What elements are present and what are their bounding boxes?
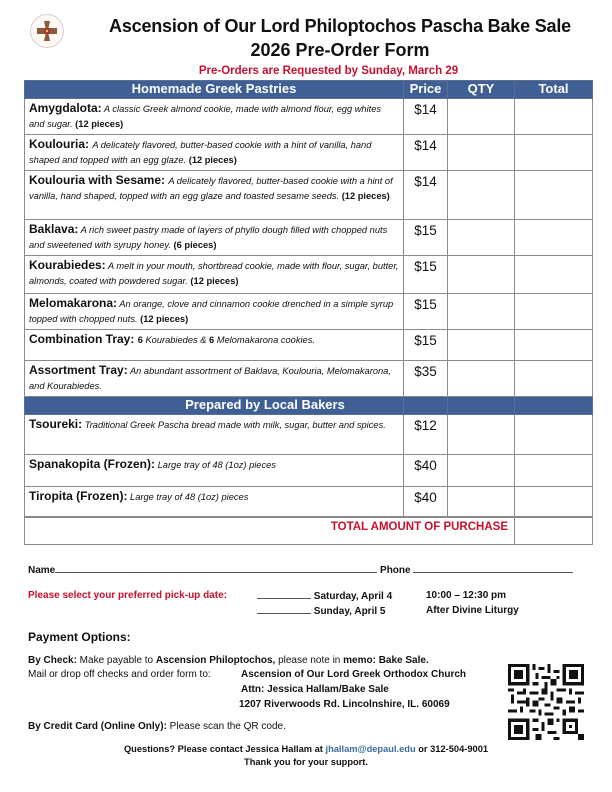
pickup-time-saturday: 10:00 – 12:30 pm xyxy=(426,590,507,601)
contact-line: Questions? Please contact Jessica Hallam at jhallam@depaul.edu or 312-504-9001 xyxy=(123,744,489,754)
page-subtitle: 2026 Pre-Order Form xyxy=(250,40,430,60)
column-header-total: Total xyxy=(515,81,593,99)
qr-code-icon[interactable] xyxy=(508,664,584,740)
qty-cell[interactable] xyxy=(448,294,515,330)
qty-cell[interactable] xyxy=(448,330,515,361)
item-name: Kourabiedes: xyxy=(29,258,106,272)
total-cell[interactable] xyxy=(515,135,593,171)
qty-cell[interactable] xyxy=(448,455,515,487)
item-description: Combination Tray: 6 Kourabiedes & 6 Melomakarona cookies. xyxy=(25,330,404,361)
table-row xyxy=(25,256,593,294)
payment-options-heading: Payment Options: xyxy=(28,630,131,644)
pickup-time-sunday: After Divine Liturgy xyxy=(426,605,519,616)
section-header-local-bakers: Prepared by Local Bakers xyxy=(25,397,404,415)
column-header-price: Price xyxy=(404,81,448,99)
qty-cell[interactable] xyxy=(448,361,515,397)
item-name: Spanakopita (Frozen): xyxy=(29,457,156,471)
table-header-row xyxy=(25,81,593,99)
address-line-1: Ascension of Our Lord Greek Orthodox Church xyxy=(241,669,467,680)
name-field[interactable] xyxy=(28,564,573,576)
qty-cell[interactable] xyxy=(448,171,515,220)
table-row xyxy=(25,294,593,330)
deadline-notice: Pre-Orders are Requested by Sunday, March 29 xyxy=(198,65,459,77)
item-price: $14 xyxy=(404,99,448,135)
total-cell[interactable] xyxy=(515,455,593,487)
page-title: Ascension of Our Lord Philoptochos Pascha Bake Sale xyxy=(109,16,571,36)
table-row xyxy=(25,220,593,256)
pickup-option-sunday[interactable]: Sunday, April 5 xyxy=(257,605,385,617)
total-cell[interactable] xyxy=(515,99,593,135)
table-row xyxy=(25,361,593,397)
total-cell[interactable] xyxy=(515,415,593,455)
table-row xyxy=(25,487,593,518)
grand-total-cell[interactable] xyxy=(515,517,593,545)
check-instructions: By Check: Make payable to Ascension Philoptochos, please note in memo: Bake Sale. xyxy=(28,655,429,666)
total-cell[interactable] xyxy=(515,171,593,220)
item-description: Amygdalota: A classic Greek almond cookie, made with almond flour, egg whites and sugar. (12 pieces) xyxy=(25,99,404,135)
item-name: Combination Tray: xyxy=(29,332,138,346)
pickup-sunday-blank[interactable] xyxy=(257,605,311,614)
qty-cell[interactable] xyxy=(448,256,515,294)
total-purchase-box xyxy=(24,516,593,545)
item-description: Assortment Tray: An abundant assortment of Baklava, Koulouria, Melomakarona, and Kourabiedes. xyxy=(25,361,404,397)
total-purchase-label: TOTAL AMOUNT OF PURCHASE xyxy=(25,517,515,545)
item-price: $14 xyxy=(404,171,448,220)
pickup-option-saturday[interactable]: Saturday, April 4 xyxy=(257,590,392,602)
item-description: Koulouria with Sesame: A delicately flavored, butter-based cookie with a hint of vanilla, hand shaped, topped with an egg glaze and toasted sesame seeds. (12 pieces) xyxy=(25,171,404,220)
section-header-row xyxy=(25,397,593,415)
column-header-qty: QTY xyxy=(448,81,515,99)
item-description: Kourabiedes: A melt in your mouth, shortbread cookie, made with flour, sugar, butter, almonds, coated with powdered sugar. (12 pieces) xyxy=(25,256,404,294)
pickup-saturday-blank[interactable] xyxy=(257,590,311,599)
total-cell[interactable] xyxy=(515,361,593,397)
total-cell[interactable] xyxy=(515,487,593,518)
item-price: $40 xyxy=(404,455,448,487)
mail-instructions: Mail or drop off checks and order form to: xyxy=(28,669,211,680)
item-price: $15 xyxy=(404,256,448,294)
column-header-pastries: Homemade Greek Pastries xyxy=(25,81,404,99)
item-price: $14 xyxy=(404,135,448,171)
item-price: $12 xyxy=(404,415,448,455)
address-line-2: Attn: Jessica Hallam/Bake Sale xyxy=(241,684,389,695)
table-row xyxy=(25,171,593,220)
table-row xyxy=(25,415,593,455)
item-price: $15 xyxy=(404,294,448,330)
address-line-3: 1207 Riverwoods Rd. Lincolnshire, IL. 60069 xyxy=(239,699,450,710)
phone-number: 312-504-9001 xyxy=(430,744,489,754)
item-name: Baklava: xyxy=(29,222,79,236)
qty-cell[interactable] xyxy=(448,99,515,135)
item-name: Koulouria: xyxy=(29,137,93,151)
table-row xyxy=(25,99,593,135)
item-description: Baklava: A rich sweet pastry made of layers of phyllo dough filled with chopped nuts and sweetened with syrupy honey. (6 pieces) xyxy=(25,220,404,256)
phone-label: Phone xyxy=(380,565,411,576)
item-name: Tsoureki: xyxy=(29,417,83,431)
item-price: $15 xyxy=(404,220,448,256)
qty-cell[interactable] xyxy=(448,487,515,518)
item-name: Tiropita (Frozen): xyxy=(29,489,128,503)
item-description: Koulouria: A delicately flavored, butter-based cookie with a hint of vanilla, hand shaped and topped with an egg glaze. (12 pieces) xyxy=(25,135,404,171)
item-description: Spanakopita (Frozen): Large tray of 48 (1oz) pieces xyxy=(25,455,404,487)
item-description: Tsoureki: Traditional Greek Pascha bread made with milk, sugar, butter and spices. xyxy=(25,415,404,455)
item-price: $15 xyxy=(404,330,448,361)
credit-card-instructions: By Credit Card (Online Only): Please scan the QR code. xyxy=(28,721,286,732)
item-price: $35 xyxy=(404,361,448,397)
philoptochos-logo-icon xyxy=(30,14,64,48)
thank-you-note: Thank you for your support. xyxy=(244,757,368,767)
item-description: Tiropita (Frozen): Large tray of 48 (1oz) pieces xyxy=(25,487,404,518)
item-name: Melomakarona: xyxy=(29,296,118,310)
email-link[interactable]: jhallam@depaul.edu xyxy=(325,744,416,754)
pickup-prompt: Please select your preferred pick-up date: xyxy=(28,590,227,601)
item-name: Assortment Tray: xyxy=(29,363,128,377)
order-table xyxy=(24,80,593,518)
total-cell[interactable] xyxy=(515,294,593,330)
qty-cell[interactable] xyxy=(448,135,515,171)
qty-cell[interactable] xyxy=(448,415,515,455)
phone-field[interactable] xyxy=(413,564,573,573)
table-row xyxy=(25,330,593,361)
item-price: $40 xyxy=(404,487,448,518)
item-name: Koulouria with Sesame: xyxy=(29,173,169,187)
item-name: Amygdalota: xyxy=(29,101,102,115)
table-row xyxy=(25,455,593,487)
name-label: Name xyxy=(28,565,56,576)
total-cell[interactable] xyxy=(515,330,593,361)
total-cell[interactable] xyxy=(515,256,593,294)
table-row xyxy=(25,135,593,171)
item-description: Melomakarona: An orange, clove and cinnamon cookie drenched in a simple syrup topped with chopped nuts. (12 pieces) xyxy=(25,294,404,330)
total-cell[interactable] xyxy=(515,220,593,256)
qty-cell[interactable] xyxy=(448,220,515,256)
